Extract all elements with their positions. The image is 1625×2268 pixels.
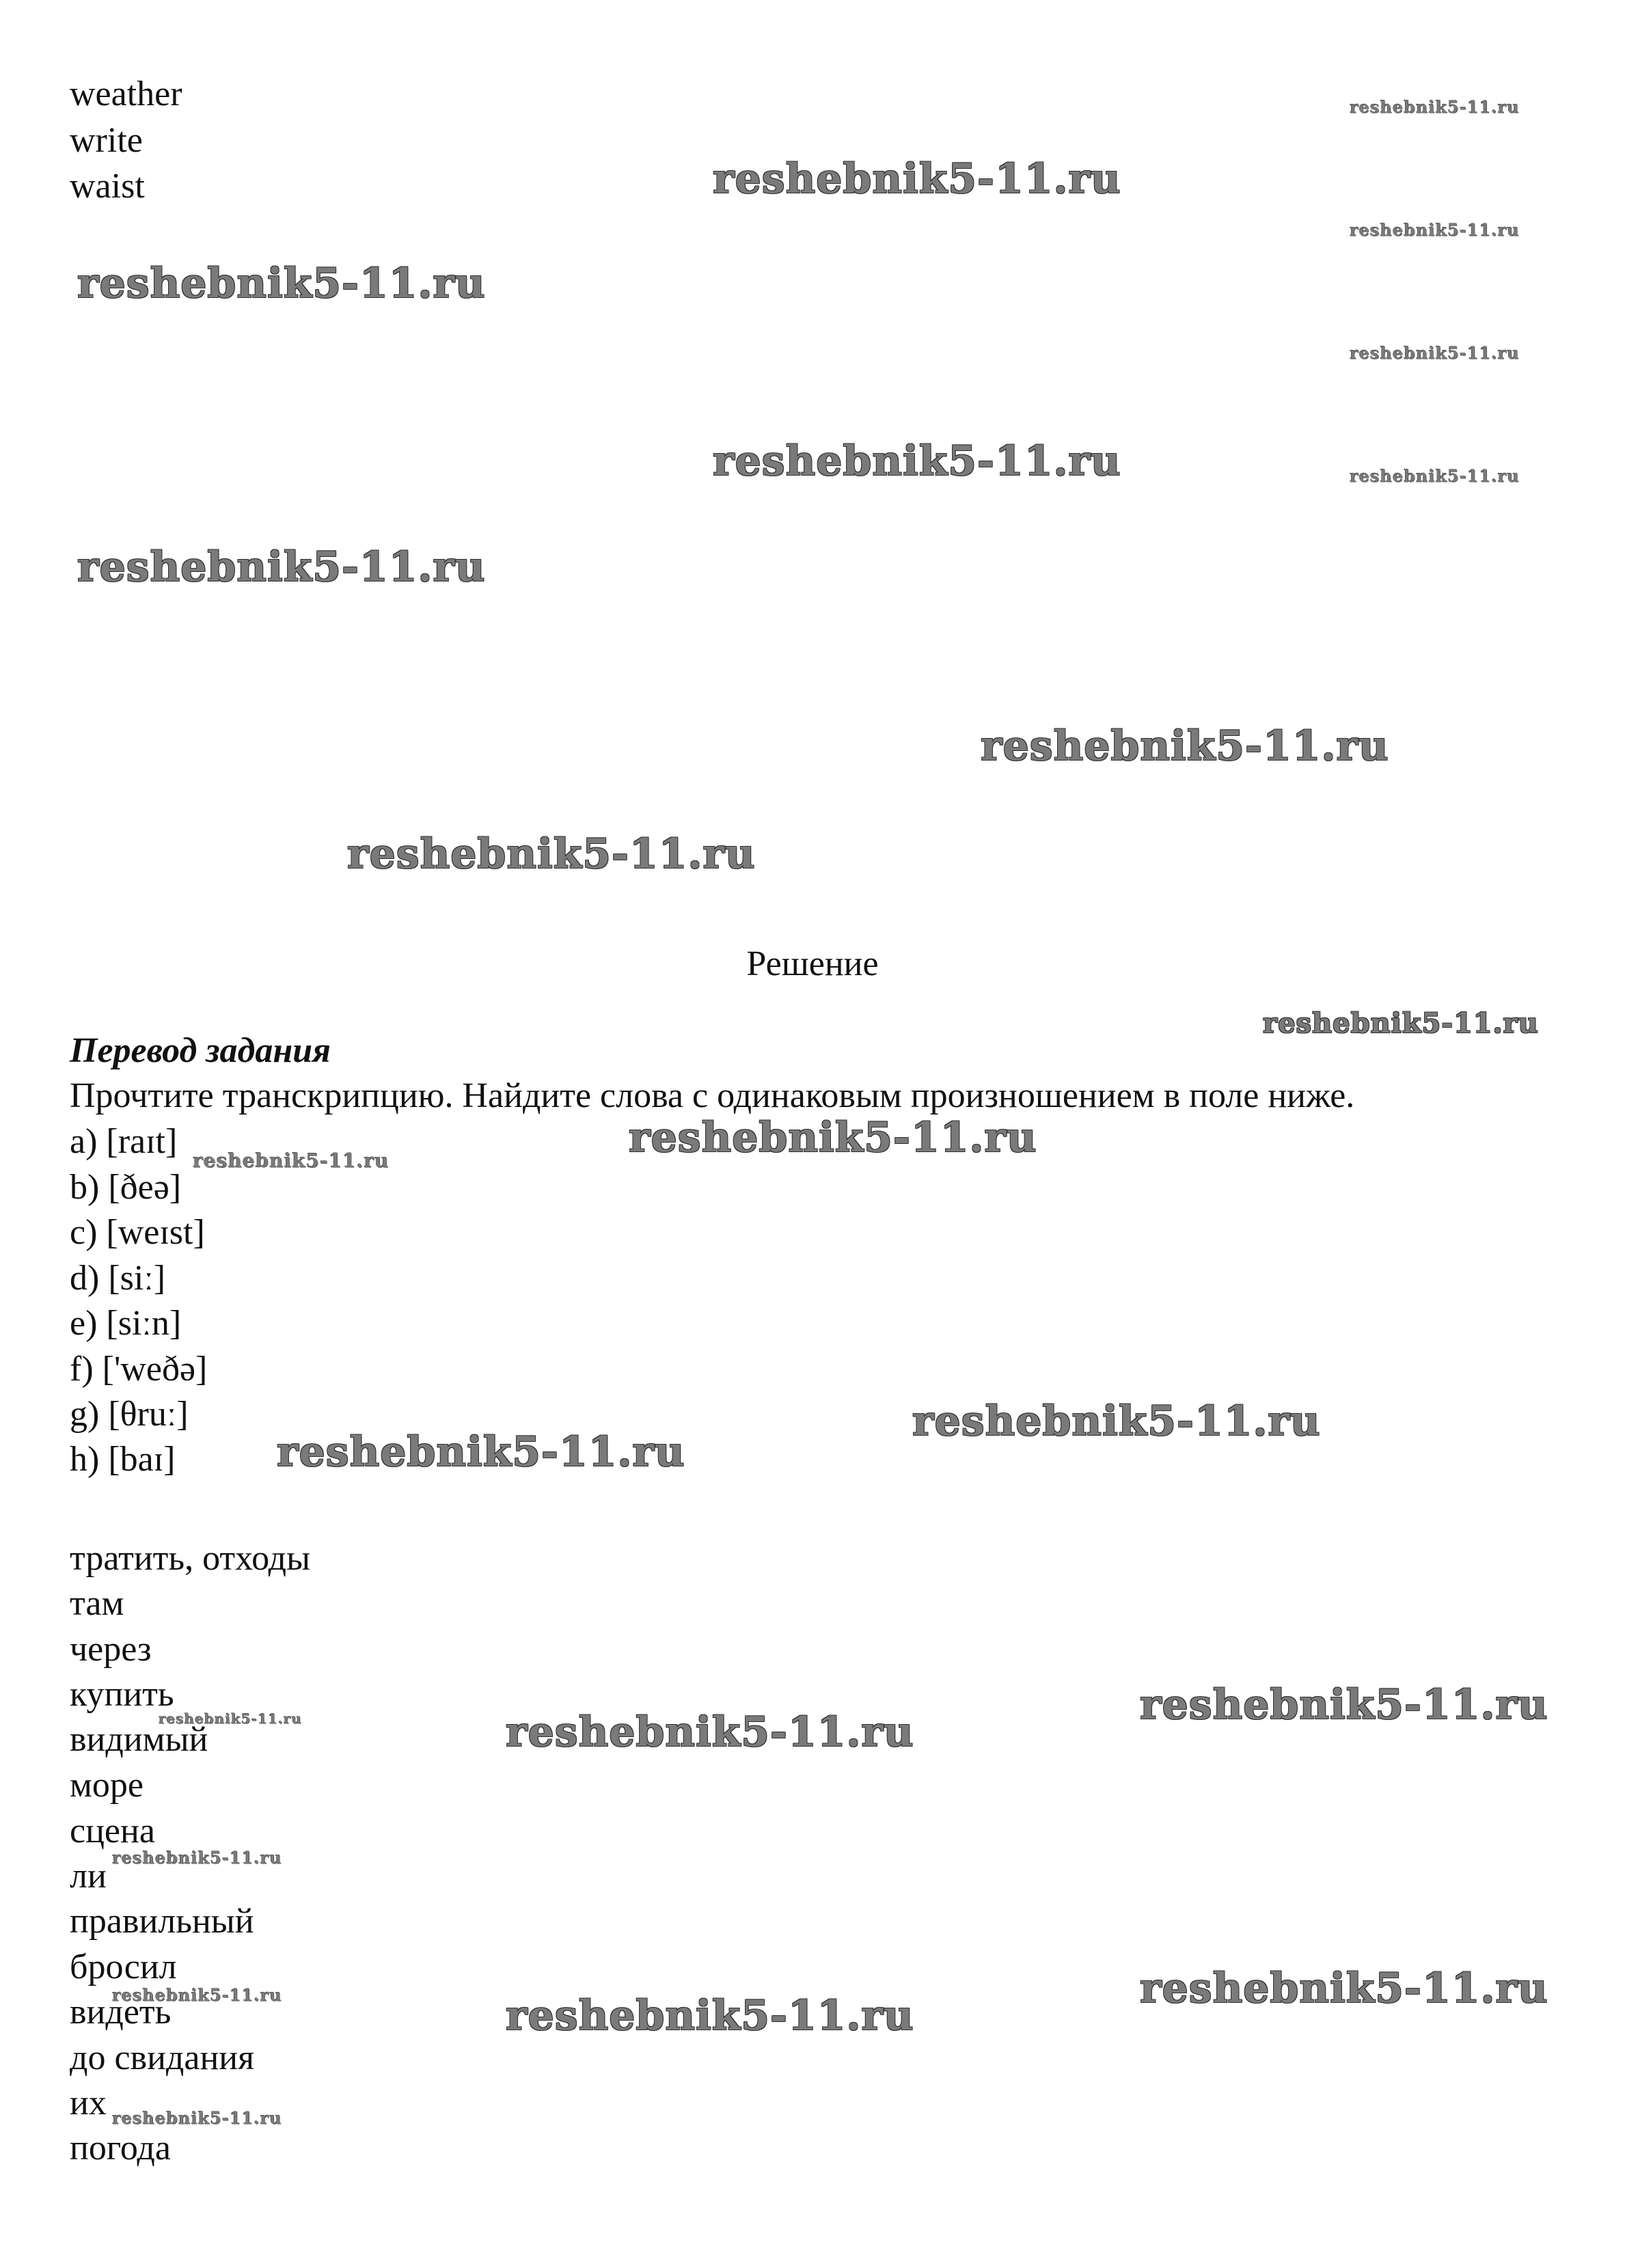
watermark: reshebnik5-11.ru — [506, 1708, 914, 1756]
watermark: reshebnik5-11.ru — [713, 155, 1121, 203]
watermark: reshebnik5-11.ru — [629, 1114, 1037, 1162]
watermark: reshebnik5-11.ru — [1140, 1681, 1548, 1729]
word-item: видимый — [70, 1720, 208, 1759]
word-item: море — [70, 1766, 144, 1805]
watermark: reshebnik5-11.ru — [981, 722, 1389, 770]
word-item: купить — [70, 1675, 174, 1714]
watermark: reshebnik5-11.ru — [506, 1992, 914, 2040]
word-item: правильный — [70, 1902, 254, 1941]
word-item: сцена — [70, 1812, 155, 1850]
transcription-b: b) [ðeə] — [70, 1168, 182, 1207]
word-item: через — [70, 1630, 152, 1669]
word-item: видеть — [70, 1993, 172, 2032]
word-item: их — [70, 2083, 107, 2122]
word-item: до свидания — [70, 2038, 255, 2077]
watermark: reshebnik5-11.ru — [1140, 1965, 1548, 2012]
solution-heading: Решение — [746, 944, 879, 983]
watermark: reshebnik5-11.ru — [1350, 97, 1520, 117]
transcription-c: c) [weɪst] — [70, 1213, 205, 1252]
watermark: reshebnik5-11.ru — [1350, 466, 1520, 486]
watermark: reshebnik5-11.ru — [1350, 220, 1520, 240]
watermark: reshebnik5-11.ru — [112, 2108, 282, 2128]
transcription-h: h) [baɪ] — [70, 1440, 176, 1479]
top-word-weather: weather — [70, 74, 182, 113]
transcription-g: g) [θruː] — [70, 1395, 189, 1434]
word-item: там — [70, 1584, 124, 1623]
word-item: ли — [70, 1857, 107, 1896]
word-item: тратить, отходы — [70, 1539, 311, 1578]
watermark: reshebnik5-11.ru — [347, 830, 756, 878]
watermark: reshebnik5-11.ru — [112, 1848, 282, 1868]
watermark: reshebnik5-11.ru — [193, 1149, 390, 1172]
translation-instruction: Прочтите транскрипцию. Найдите слова с одинаковым произношением в поле ниже. — [70, 1076, 1355, 1115]
transcription-e: e) [siːn] — [70, 1304, 182, 1343]
transcription-a: a) [raɪt] — [70, 1122, 178, 1161]
watermark: reshebnik5-11.ru — [713, 437, 1121, 485]
watermark: reshebnik5-11.ru — [1350, 343, 1520, 363]
watermark: reshebnik5-11.ru — [77, 543, 486, 591]
watermark: reshebnik5-11.ru — [159, 1710, 302, 1727]
watermark: reshebnik5-11.ru — [277, 1428, 685, 1476]
word-item: погода — [70, 2129, 171, 2168]
watermark: reshebnik5-11.ru — [912, 1397, 1321, 1445]
translation-title: Перевод задания — [70, 1031, 331, 1070]
watermark: reshebnik5-11.ru — [112, 1985, 282, 2005]
top-word-waist: waist — [70, 167, 145, 206]
top-word-write: write — [70, 121, 143, 160]
transcription-f: f) ['weðə] — [70, 1350, 208, 1389]
watermark: reshebnik5-11.ru — [77, 260, 486, 308]
transcription-d: d) [siː] — [70, 1259, 166, 1298]
word-item: бросил — [70, 1948, 177, 1986]
watermark: reshebnik5-11.ru — [1263, 1007, 1539, 1039]
